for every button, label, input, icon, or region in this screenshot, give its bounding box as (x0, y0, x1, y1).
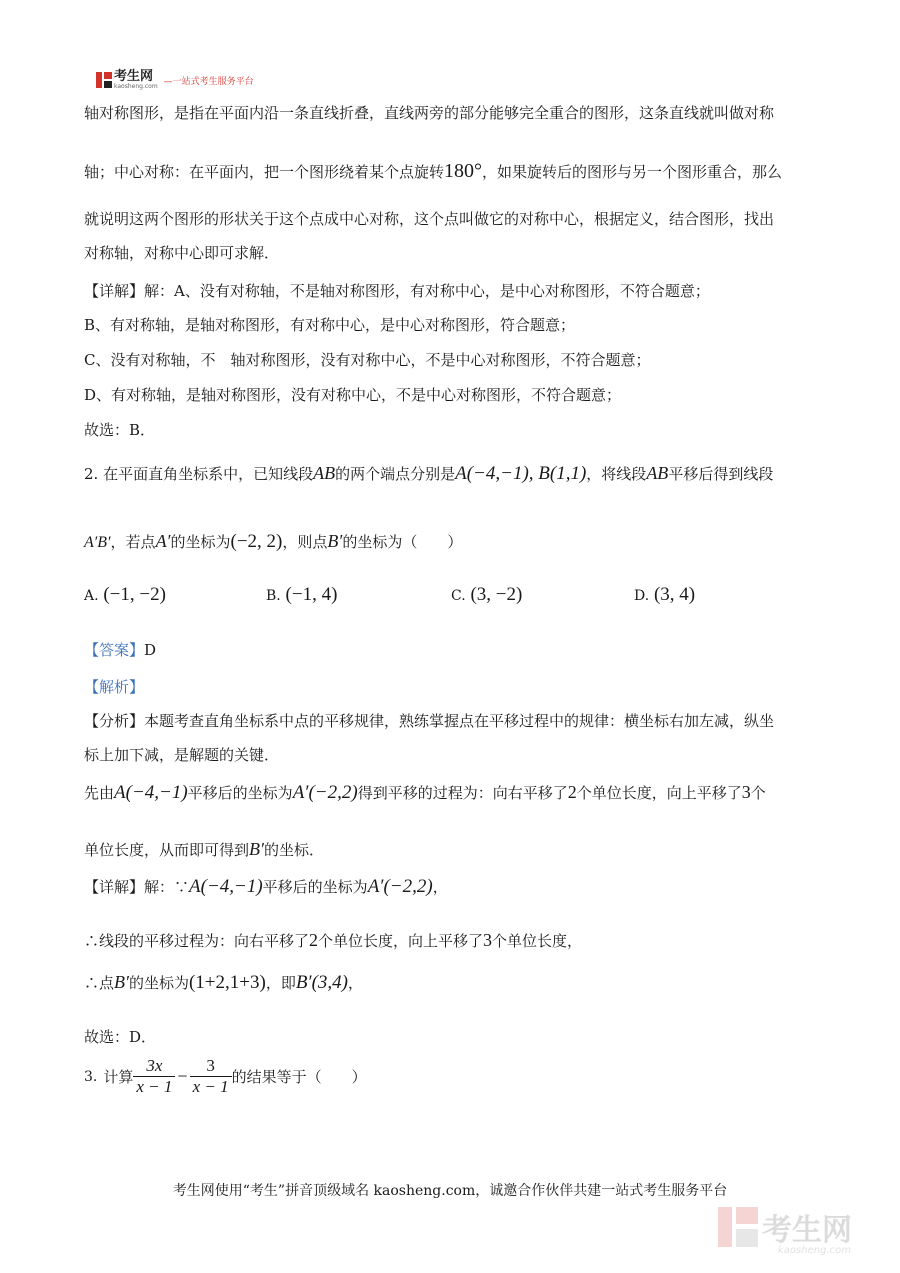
detail-line-a: 【详解】解：A、没有对称轴，不是轴对称图形，有对称中心，是中心对称图形，不符合题意； (84, 282, 710, 300)
explain-line-4: 对称轴，对称中心即可求解． (84, 244, 280, 262)
analysis-line-3: 先由A(−4,−1)平移后的坐标为A′(−2,2)得到平移的过程为：向右平移了2个单位长度，向上平移了3个 (84, 782, 766, 803)
watermark (718, 1205, 852, 1256)
watermark-domain: kaosheng.com (778, 1245, 851, 1256)
q2-line-1: 2. 在平面直角坐标系中，已知线段AB的两个端点分别是A(−4,−1), B(1,1)，将线段AB平移后得到线段 (84, 463, 774, 484)
watermark-logo-icon (718, 1207, 758, 1247)
analysis-line-1: 【分析】本题考查直角坐标系中点的平移规律，熟练掌握点在平移过程中的规律：横坐标右加左减，纵坐 (84, 712, 775, 730)
detail-line-1: 【详解】解：∵A(−4,−1)平移后的坐标为A′(−2,2)， (84, 876, 448, 897)
q2-line-2: A′B′，若点A′的坐标为(−2, 2)，则点B′的坐标为（ ） (84, 531, 463, 552)
answer-line (84, 639, 156, 661)
option-d: D. (3, 4) (634, 584, 696, 605)
logo-text: 考生网 (114, 69, 154, 84)
detail-line-b: B、有对称轴，是轴对称图形，有对称中心，是中心对称图形，符合题意； (84, 316, 576, 334)
watermark-text: 考生网 (762, 1213, 852, 1248)
logo-slogan: —一站式考生服务平台 (163, 76, 254, 87)
choose-d: 故选：D． (84, 1028, 157, 1046)
q2-number: 2. (84, 465, 99, 483)
footer-text: 考生网使用“考生”拼音顶级域名 kaosheng.com，诚邀合作伙伴共建一站式考生服务平台 (172, 1183, 728, 1199)
fraction-2: $\frac{3}{x - 1}$ (190, 1056, 232, 1097)
explain-line-2: 轴；中心对称：在平面内，把一个图形绕着某个点旋转180°，如果旋转后的图形与另一个图形重合，那么 (84, 160, 783, 182)
q3-number: 3. (84, 1068, 98, 1085)
explain-line-3: 就说明这两个图形的形状关于这个点成中心对称，这个点叫做它的对称中心，根据定义，结合图形，找出 (84, 210, 775, 228)
detail-line-c: C、没有对称轴，不 轴对称图形，没有对称中心，不是中心对称图形，不符合题意； (84, 351, 651, 369)
kaosheng-logo-icon (96, 72, 112, 88)
fraction-1: $\frac{3x}{x - 1}$ (133, 1056, 175, 1097)
answer-tag: 【答案】 (84, 641, 145, 659)
detail-line-2: ∴线段的平移过程为：向右平移了2个单位长度，向上平移了3个单位长度， (84, 930, 583, 950)
header-logo (96, 70, 254, 90)
q3-line: 3. 计算 $\frac{3x}{x - 1}$ − $\frac{3}{x - 1}$ 的结果等于（ ） (84, 1056, 367, 1096)
answer-value: D (144, 641, 157, 659)
angle-180: 180° (444, 160, 483, 182)
option-c: C. (3, −2) (451, 584, 523, 605)
detail-line-d: D、有对称轴，是轴对称图形，没有对称中心，不是中心对称图形，不符合题意； (84, 386, 622, 404)
option-a: A. (−1, −2) (84, 584, 166, 605)
logo-domain: kaosheng.com (114, 83, 158, 90)
analysis-line-4: 单位长度，从而即可得到B′的坐标． (84, 839, 324, 859)
explain-line-1: 轴对称图形，是指在平面内沿一条直线折叠，直线两旁的部分能够完全重合的图形，这条直线就叫做对称 (84, 104, 775, 122)
choose-b: 故选：B． (84, 421, 156, 439)
analysis-tag: 【解析】 (84, 678, 145, 696)
detail-line-3: ∴点B′的坐标为(1+2,1+3)，即B′(3,4)， (84, 972, 364, 993)
analysis-line-2: 标上加下减，是解题的关键． (84, 746, 280, 764)
option-b: B. (−1, 4) (266, 584, 338, 605)
